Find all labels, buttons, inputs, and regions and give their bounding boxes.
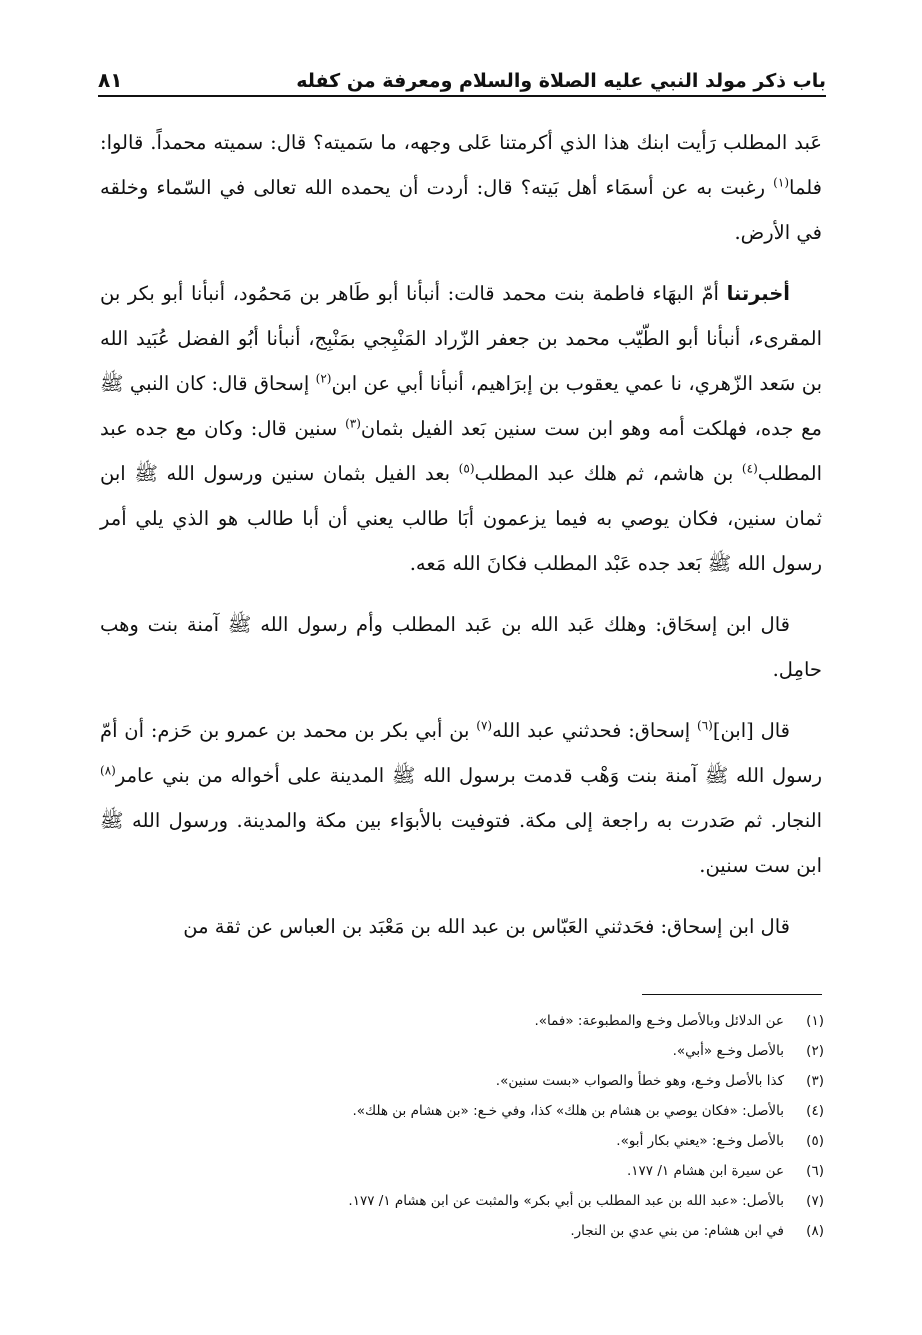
text-run: قال [ابن] [712, 719, 790, 742]
footnote-text: كذا بالأصل وخـع، وهو خطأ والصواب «بست سنين». [495, 1073, 784, 1089]
footnote-number: (٨) [806, 1223, 824, 1239]
paragraph [100, 904, 822, 949]
header-divider [98, 95, 826, 97]
footnote-marker: (٦) [697, 718, 713, 733]
page-number: ٨١ [98, 68, 123, 92]
text-run: بن أبي بكر بن محمد بن عمرو بن حَزم: أن أمّ رسول الله ﷺ آمنة بنت وَهْب قدمت برسول الله ﷺ المدينة على أخواله من بني عامر [100, 719, 822, 787]
footnote-number: (٣) [806, 1073, 824, 1089]
text-run: رغبت به عن أسمَاء أهل بَيته؟ قال: أردت أن يحمده الله تعالى في السّماء وخلقه في الأرض. [100, 176, 822, 244]
text-run: أمّ البهَاء فاطمة بنت محمد قالت: أنبأنا أبو طَاهر بن مَحمُود، أنبأنا أبو بكر بن المقرىء، أنبأنا أبو الطّيّب محمد بن جعفر الزّراد المَنْبِجي بمَنْبِج، أنبأنا أبُو الفضل عُبَيد الله بن سَعد الزّهري، نا عمي يعقوب بن إبرَاهيم، أنبأنا أبي عن ابن [100, 282, 823, 395]
footnote-item [100, 1156, 824, 1186]
text-run: عَبد المطلب رَأيت ابنك هذا الذي أكرمتنا عَلى وجهه، ما سَميته؟ قال: سميته محمداً. قالوا: فلما [100, 131, 822, 199]
footnote-divider [642, 994, 822, 995]
footnote-item [100, 1066, 824, 1096]
footnote-item [100, 1126, 824, 1156]
text-run: النجار. ثم صَدرت به راجعة إلى مكة. فتوفيت بالأبوَاء بين مكة والمدينة. ورسول الله ﷺ ابن ست سنين. [100, 809, 822, 877]
footnote-number: (٧) [806, 1193, 824, 1209]
footnote-text: بالأصل: «فكان يوصي بن هشام بن هلك» كذا، وفي خـع: «بن هشام بن هلك». [352, 1103, 784, 1119]
footnote-marker: (٣) [345, 416, 361, 431]
footnote-item [100, 1006, 824, 1036]
footnote-marker: (٧) [476, 718, 493, 733]
text-run: قال ابن إسحَاق: وهلك عَبد الله بن عَبد المطلب وأم رسول الله ﷺ آمنة بنت وهب حامِل. [100, 613, 822, 681]
footnote-marker: (٨) [100, 763, 116, 778]
paragraph [100, 120, 822, 255]
footnote-item [100, 1186, 824, 1216]
paragraph [100, 708, 822, 888]
footnote-marker: (٢) [315, 371, 332, 386]
main-text [100, 120, 822, 965]
footnote-item [100, 1216, 824, 1246]
paragraph [100, 602, 822, 692]
footnote-number: (١) [806, 1013, 824, 1029]
footnote-text: عن سيرة ابن هشام ١/ ١٧٧. [627, 1163, 784, 1179]
footnote-item [100, 1096, 824, 1126]
footnote-item [100, 1036, 824, 1066]
text-run: قال ابن إسحاق: فحَدثني العَبّاس بن عبد الله بن مَعْبَد بن العباس عن ثقة من [183, 915, 790, 938]
text-run: سنين قال: وكان مع جده عبد المطلب [100, 417, 822, 485]
footnote-marker: (٤) [741, 461, 758, 476]
text-run: إسحاق قال: كان النبي ﷺ مع جده، فهلكت أمه وهو ابن ست سنين بَعد الفيل بثمان [100, 372, 822, 440]
footnote-number: (٤) [806, 1103, 824, 1119]
paragraph-lead-word: أخبرتنا [726, 282, 790, 305]
footnotes [100, 1006, 824, 1246]
footnote-text: بالأصل: «عبد الله بن عبد المطلب بن أبي بكر» والمثبت عن ابن هشام ١/ ١٧٧. [348, 1193, 784, 1209]
text-run: بعد الفيل بثمان سنين ورسول الله ﷺ ابن ثمان سنين، فكان يوصي به فيما يزعمون أبَا طالب يعني أن أبا طالب هو الذي يلي أمر رسول الله ﷺ بَعد جده عَبْد المطلب فكانَ الله مَعه. [100, 462, 822, 575]
footnote-text: عن الدلائل وبالأصل وخـع والمطبوعة: «فما». [534, 1013, 784, 1029]
footnote-number: (٢) [806, 1043, 824, 1059]
footnote-number: (٥) [806, 1133, 824, 1149]
footnote-text: في ابن هشام: من بني عدي بن النجار. [570, 1223, 784, 1239]
footnote-marker: (٥) [458, 461, 475, 476]
paragraph [100, 271, 822, 586]
chapter-heading: باب ذكر مولد النبي عليه الصلاة والسلام ومعرفة من كفله [296, 70, 826, 92]
footnote-marker: (١) [773, 175, 789, 190]
footnote-text: بالأصل وخـع «أبي». [672, 1043, 784, 1059]
page-header [98, 52, 826, 92]
text-run: إسحاق: فحدثني عبد الله [492, 719, 698, 742]
footnote-number: (٦) [806, 1163, 824, 1179]
footnote-text: بالأصل وخـع: «يعني بكار أبو». [616, 1133, 784, 1149]
text-run: بن هاشم، ثم هلك عبد المطلب [474, 462, 742, 485]
